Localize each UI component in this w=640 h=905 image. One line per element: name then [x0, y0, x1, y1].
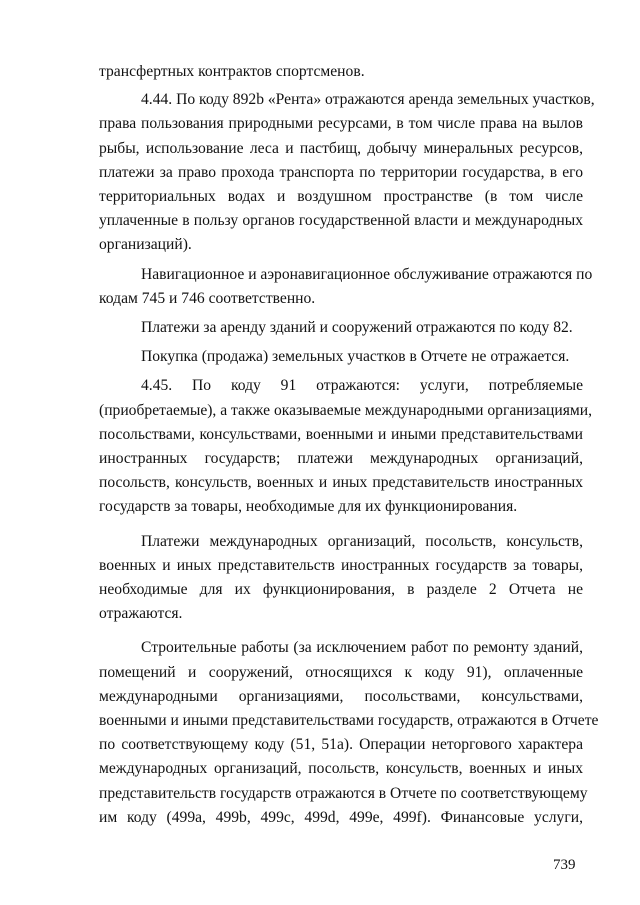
text-line: им коду (499a, 499b, 499c, 499d, 499e, 499f). Финансовые услуги, [99, 808, 583, 826]
text-line: необходимые для их функционирования, в разделе 2 Отчета не [99, 581, 583, 599]
text-line: отражаются. [99, 605, 183, 623]
text-line: организаций). [99, 236, 192, 254]
text-line: Покупка (продажа) земельных участков в Отчете не отражается. [141, 348, 570, 366]
paragraph-navigation [99, 263, 593, 311]
paragraph-construction [99, 636, 599, 830]
text-line: посольств, консульств, военных и иных представительств иностранных [99, 474, 583, 492]
text-line: военными и иными представительствами государств, отражаются в Отчете [99, 712, 599, 730]
text-line: помещений и сооружений, относящихся к коду 91), оплаченные [99, 663, 583, 681]
text-line: уплаченные в пользу органов государственной власти и международных [99, 212, 583, 230]
text-line: 4.44. По коду 892b «Рента» отражаются аренда земельных участков, [141, 91, 595, 109]
text-line: военных и иных представительств иностранных государств за товары, [99, 556, 583, 574]
text-line: государств за товары, необходимые для их функционирования. [99, 498, 518, 516]
text-line: иностранных государств; платежи международных организаций, [99, 450, 583, 468]
text-line: международных организаций, посольств, консульств, военных и иных [99, 760, 583, 778]
text-line: трансфертных контрактов спортсменов. [99, 63, 365, 80]
text-line: рыбы, использование леса и пастбищ, добычу минеральных ресурсов, [99, 139, 583, 157]
paragraph-intl-payments [99, 530, 583, 627]
text-line: Строительные работы (за исключением работ по ремонту зданий, [141, 639, 583, 657]
text-line: (приобретаемые), а также оказываемые международными организациями, [99, 401, 593, 419]
paragraph-continuation [99, 60, 583, 84]
document-body [99, 60, 599, 830]
text-line: по соответствующему коду (51, 51a). Операции неторгового характера [99, 736, 583, 754]
paragraph-rent-buildings [99, 316, 583, 340]
paragraph-4-45 [99, 374, 593, 519]
text-line: территориальных водах и воздушном пространстве (в том числе [99, 188, 583, 206]
text-line: права пользования природными ресурсами, в том числе права на вылов [99, 115, 583, 133]
text-line: 4.45. По коду 91 отражаются: услуги, потребляемые [141, 377, 583, 395]
paragraph-4-44 [99, 88, 595, 257]
text-line: посольствами, консульствами, военными и иными представительствами [99, 425, 583, 443]
page-number: 739 [553, 857, 576, 873]
text-line: представительств государств отражаются в Отчете по соответствующему [99, 784, 588, 802]
text-line: Навигационное и аэронавигационное обслуживание отражаются по [141, 265, 593, 283]
text-line: Платежи за аренду зданий и сооружений отражаются по коду 82. [141, 319, 573, 337]
paragraph-land-purchase [99, 345, 583, 369]
text-line: международными организациями, посольствами, консульствами, [99, 687, 583, 705]
text-line: кодам 745 и 746 соответственно. [99, 289, 316, 307]
text-line: Платежи международных организаций, посольств, консульств, [141, 532, 583, 550]
text-line: платежи за право прохода транспорта по территории государства, в его [99, 163, 583, 181]
